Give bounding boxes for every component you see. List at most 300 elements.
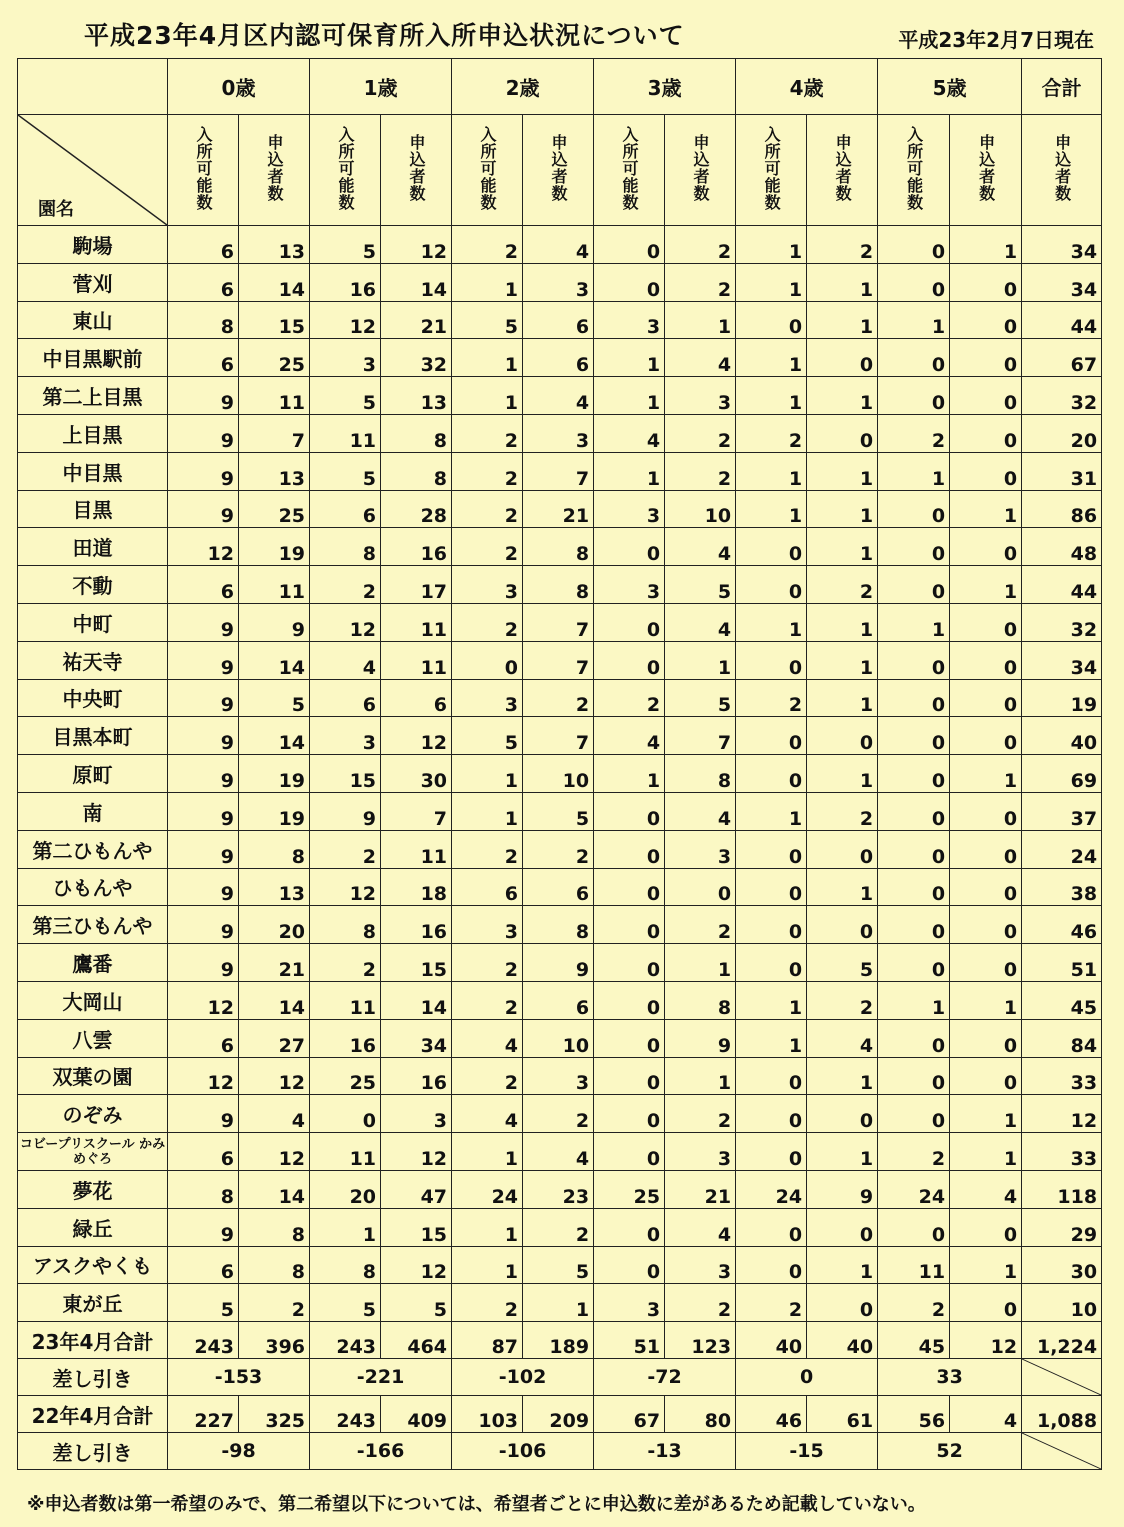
nursery-name: アスクやくも xyxy=(18,1246,168,1284)
capacity-cell: 0 xyxy=(594,1246,665,1284)
capacity-cell: 0 xyxy=(878,263,950,301)
total-cell: 37 xyxy=(1022,792,1102,830)
applicants-cell: 7 xyxy=(523,641,594,679)
capacity-cell: 12 xyxy=(310,868,381,906)
capacity-cell: 2 xyxy=(310,944,381,982)
applicants-cell: 10 xyxy=(665,490,736,528)
table-row xyxy=(18,603,1102,641)
applicants-subheader xyxy=(239,115,310,226)
applicants-cell: 16 xyxy=(381,906,452,944)
capacity-cell: 15 xyxy=(310,755,381,793)
applicants-cell: 7 xyxy=(523,452,594,490)
applicants-cell: 9 xyxy=(523,944,594,982)
applicants-cell: 2 xyxy=(239,1284,310,1322)
applicants-cell: 7 xyxy=(381,792,452,830)
capacity-cell: 0 xyxy=(736,906,807,944)
capacity-cell: 16 xyxy=(310,263,381,301)
capacity-cell: 2 xyxy=(452,981,523,1019)
capacity-cell: 9 xyxy=(168,944,239,982)
capacity-cell: 4 xyxy=(594,717,665,755)
table-row xyxy=(18,755,1102,793)
applicants-cell: 0 xyxy=(807,1284,878,1322)
total-cell: 44 xyxy=(1022,301,1102,339)
capacity-cell: 0 xyxy=(594,263,665,301)
applicants-cell: 2 xyxy=(665,1095,736,1133)
summary-label: 22年4月合計 xyxy=(18,1396,168,1433)
nursery-name: 第二ひもんや xyxy=(18,830,168,868)
capacity-cell: 5 xyxy=(310,377,381,415)
difference-label: 差し引き xyxy=(18,1359,168,1396)
table-row xyxy=(18,452,1102,490)
capacity-cell: 3 xyxy=(452,679,523,717)
summary-cell: 396 xyxy=(239,1322,310,1359)
total-cell: 69 xyxy=(1022,755,1102,793)
applicants-cell: 8 xyxy=(381,452,452,490)
capacity-cell: 9 xyxy=(168,830,239,868)
applicants-cell: 9 xyxy=(665,1019,736,1057)
capacity-cell: 5 xyxy=(452,717,523,755)
applicants-cell: 2 xyxy=(665,263,736,301)
total-cell: 84 xyxy=(1022,1019,1102,1057)
capacity-cell: 24 xyxy=(452,1170,523,1208)
capacity-cell: 9 xyxy=(168,868,239,906)
applicants-cell: 0 xyxy=(950,301,1022,339)
applicants-cell: 1 xyxy=(950,490,1022,528)
capacity-cell: 6 xyxy=(168,1246,239,1284)
applicants-cell: 2 xyxy=(665,906,736,944)
capacity-cell: 1 xyxy=(594,377,665,415)
total-cell: 24 xyxy=(1022,830,1102,868)
applicants-cell: 16 xyxy=(381,528,452,566)
applicants-cell: 5 xyxy=(381,1284,452,1322)
applicants-cell: 16 xyxy=(381,1057,452,1095)
capacity-cell: 0 xyxy=(878,566,950,604)
age-header-row xyxy=(18,59,1102,115)
applicants-cell: 3 xyxy=(665,830,736,868)
total-cell: 34 xyxy=(1022,263,1102,301)
capacity-cell: 12 xyxy=(168,981,239,1019)
capacity-cell: 2 xyxy=(452,603,523,641)
applicants-cell: 0 xyxy=(950,414,1022,452)
capacity-cell: 0 xyxy=(594,603,665,641)
capacity-cell: 16 xyxy=(310,1019,381,1057)
applicants-cell: 1 xyxy=(523,1284,594,1322)
applicants-cell: 10 xyxy=(523,755,594,793)
capacity-cell: 8 xyxy=(310,528,381,566)
applicants-cell: 1 xyxy=(807,679,878,717)
capacity-cell: 1 xyxy=(736,792,807,830)
applicants-cell: 14 xyxy=(381,263,452,301)
applicants-cell: 1 xyxy=(950,1133,1022,1171)
applicants-cell: 11 xyxy=(381,830,452,868)
applicants-cell: 14 xyxy=(239,981,310,1019)
total-cell: 20 xyxy=(1022,414,1102,452)
applicants-cell: 1 xyxy=(807,452,878,490)
total-cell: 12 xyxy=(1022,1095,1102,1133)
applicants-cell: 0 xyxy=(807,717,878,755)
nursery-name: 八雲 xyxy=(18,1019,168,1057)
capacity-subheader xyxy=(594,115,665,226)
capacity-cell: 1 xyxy=(878,452,950,490)
applicants-cell: 7 xyxy=(523,717,594,755)
summary-cell: 409 xyxy=(381,1396,452,1433)
table-row xyxy=(18,1208,1102,1246)
applicants-cell: 0 xyxy=(807,906,878,944)
table-row xyxy=(18,377,1102,415)
applicants-cell: 1 xyxy=(807,755,878,793)
capacity-cell: 6 xyxy=(168,339,239,377)
applicants-cell: 4 xyxy=(665,1208,736,1246)
applicants-cell: 8 xyxy=(239,1246,310,1284)
summary-cell: 325 xyxy=(239,1396,310,1433)
applicants-subheader xyxy=(807,115,878,226)
applicants-cell: 18 xyxy=(381,868,452,906)
capacity-cell: 2 xyxy=(452,452,523,490)
applicants-cell: 1 xyxy=(950,226,1022,264)
capacity-cell: 11 xyxy=(310,1133,381,1171)
capacity-cell: 0 xyxy=(736,566,807,604)
applicants-cell: 2 xyxy=(665,414,736,452)
table-row xyxy=(18,566,1102,604)
capacity-cell: 11 xyxy=(310,414,381,452)
capacity-cell: 9 xyxy=(310,792,381,830)
capacity-cell: 0 xyxy=(594,528,665,566)
applicants-cell: 4 xyxy=(665,339,736,377)
capacity-cell: 9 xyxy=(168,906,239,944)
applicants-cell: 5 xyxy=(665,566,736,604)
summary-cell: 46 xyxy=(736,1396,807,1433)
capacity-subheader xyxy=(168,115,239,226)
corner-cell xyxy=(18,115,168,226)
capacity-cell: 20 xyxy=(310,1170,381,1208)
applicants-subheader xyxy=(665,115,736,226)
capacity-cell: 1 xyxy=(878,301,950,339)
table-row xyxy=(18,301,1102,339)
capacity-cell: 0 xyxy=(594,906,665,944)
applicants-cell: 0 xyxy=(950,679,1022,717)
table-row xyxy=(18,339,1102,377)
capacity-cell: 0 xyxy=(594,1057,665,1095)
applicants-cell: 25 xyxy=(239,490,310,528)
total-cell: 32 xyxy=(1022,603,1102,641)
capacity-cell: 0 xyxy=(736,1246,807,1284)
applicants-cell: 2 xyxy=(523,830,594,868)
applicants-cell: 1 xyxy=(807,1246,878,1284)
capacity-cell: 5 xyxy=(310,1284,381,1322)
nursery-name: 目黒 xyxy=(18,490,168,528)
nursery-name: 田道 xyxy=(18,528,168,566)
nursery-name: 中目黒駅前 xyxy=(18,339,168,377)
subheader-label: 入所可能数 xyxy=(620,125,640,211)
capacity-cell: 0 xyxy=(594,1208,665,1246)
capacity-cell: 6 xyxy=(168,566,239,604)
applicants-cell: 21 xyxy=(665,1170,736,1208)
total-cell: 32 xyxy=(1022,377,1102,415)
summary-cell: 243 xyxy=(310,1322,381,1359)
summary-cell: 12 xyxy=(950,1322,1022,1359)
applicants-cell: 0 xyxy=(950,1019,1022,1057)
sub-header-row xyxy=(18,115,1102,226)
applicants-cell: 0 xyxy=(950,528,1022,566)
table-row xyxy=(18,830,1102,868)
capacity-cell: 11 xyxy=(310,981,381,1019)
applicants-cell: 0 xyxy=(950,452,1022,490)
applicants-cell: 4 xyxy=(665,528,736,566)
applicants-cell: 4 xyxy=(523,377,594,415)
capacity-cell: 3 xyxy=(594,1284,665,1322)
applicants-cell: 1 xyxy=(950,1246,1022,1284)
nursery-name: 原町 xyxy=(18,755,168,793)
total-cell: 34 xyxy=(1022,226,1102,264)
applicants-cell: 8 xyxy=(523,528,594,566)
total-cell: 118 xyxy=(1022,1170,1102,1208)
capacity-cell: 1 xyxy=(736,490,807,528)
capacity-cell: 2 xyxy=(736,679,807,717)
capacity-cell: 0 xyxy=(878,339,950,377)
capacity-cell: 0 xyxy=(736,944,807,982)
subheader-label: 申込者数 xyxy=(691,134,711,202)
subheader-label: 申込者数 xyxy=(549,134,569,202)
nursery-name: 東山 xyxy=(18,301,168,339)
applicants-cell: 12 xyxy=(381,1246,452,1284)
capacity-cell: 3 xyxy=(452,906,523,944)
applicants-cell: 4 xyxy=(239,1095,310,1133)
capacity-cell: 0 xyxy=(878,377,950,415)
applicants-cell: 1 xyxy=(950,981,1022,1019)
capacity-cell: 1 xyxy=(878,603,950,641)
applicants-cell: 7 xyxy=(665,717,736,755)
summary-cell: 189 xyxy=(523,1322,594,1359)
capacity-cell: 3 xyxy=(594,301,665,339)
applicants-cell: 4 xyxy=(523,1133,594,1171)
capacity-cell: 0 xyxy=(594,792,665,830)
capacity-cell: 0 xyxy=(736,641,807,679)
capacity-cell: 1 xyxy=(736,981,807,1019)
total-cell: 86 xyxy=(1022,490,1102,528)
applicants-cell: 5 xyxy=(665,679,736,717)
applicants-cell: 1 xyxy=(665,641,736,679)
summary-cell: 4 xyxy=(950,1396,1022,1433)
capacity-cell: 0 xyxy=(594,1095,665,1133)
table-row xyxy=(18,263,1102,301)
subheader-label: 申込者数 xyxy=(1052,134,1072,202)
capacity-cell: 0 xyxy=(736,830,807,868)
difference-cell: -102 xyxy=(452,1359,594,1396)
total-cell: 45 xyxy=(1022,981,1102,1019)
applicants-cell: 1 xyxy=(807,528,878,566)
table-row xyxy=(18,528,1102,566)
applicants-subheader xyxy=(523,115,594,226)
capacity-cell: 0 xyxy=(594,944,665,982)
table-row xyxy=(18,1057,1102,1095)
capacity-cell: 2 xyxy=(594,679,665,717)
capacity-subheader xyxy=(736,115,807,226)
applicants-cell: 0 xyxy=(950,830,1022,868)
capacity-cell: 8 xyxy=(310,906,381,944)
summary-cell: 40 xyxy=(736,1322,807,1359)
capacity-cell: 0 xyxy=(736,755,807,793)
capacity-cell: 24 xyxy=(736,1170,807,1208)
capacity-cell: 9 xyxy=(168,603,239,641)
nursery-name: 中町 xyxy=(18,603,168,641)
capacity-cell: 9 xyxy=(168,377,239,415)
applicants-cell: 11 xyxy=(239,566,310,604)
capacity-cell: 8 xyxy=(168,301,239,339)
capacity-cell: 0 xyxy=(878,226,950,264)
capacity-cell: 9 xyxy=(168,490,239,528)
capacity-cell: 0 xyxy=(878,1095,950,1133)
applicants-cell: 13 xyxy=(239,226,310,264)
applicants-cell: 1 xyxy=(665,1057,736,1095)
applicants-cell: 7 xyxy=(239,414,310,452)
nursery-name: 第二上目黒 xyxy=(18,377,168,415)
table-row xyxy=(18,981,1102,1019)
applicants-cell: 1 xyxy=(807,868,878,906)
capacity-cell: 5 xyxy=(310,452,381,490)
applicants-cell: 2 xyxy=(665,226,736,264)
applicants-cell: 1 xyxy=(807,1057,878,1095)
capacity-cell: 2 xyxy=(452,944,523,982)
table-row xyxy=(18,868,1102,906)
applicants-cell: 23 xyxy=(523,1170,594,1208)
capacity-cell: 1 xyxy=(594,339,665,377)
capacity-cell: 3 xyxy=(594,566,665,604)
applicants-cell: 0 xyxy=(950,792,1022,830)
applicants-cell: 5 xyxy=(239,679,310,717)
applicants-cell: 6 xyxy=(381,679,452,717)
capacity-cell: 0 xyxy=(736,717,807,755)
capacity-cell: 3 xyxy=(310,339,381,377)
applicants-cell: 2 xyxy=(807,981,878,1019)
capacity-cell: 6 xyxy=(168,1133,239,1171)
difference-cell: -153 xyxy=(168,1359,310,1396)
nursery-name: 双葉の園 xyxy=(18,1057,168,1095)
applicants-cell: 15 xyxy=(381,1208,452,1246)
capacity-cell: 2 xyxy=(310,566,381,604)
capacity-cell: 8 xyxy=(168,1170,239,1208)
nursery-name: 不動 xyxy=(18,566,168,604)
capacity-cell: 3 xyxy=(594,490,665,528)
capacity-cell: 9 xyxy=(168,641,239,679)
table-row xyxy=(18,1284,1102,1322)
difference-cell: -15 xyxy=(736,1433,878,1470)
nursery-name: 第三ひもんや xyxy=(18,906,168,944)
applicants-cell: 1 xyxy=(807,301,878,339)
capacity-cell: 3 xyxy=(310,717,381,755)
total-cell: 30 xyxy=(1022,1246,1102,1284)
applicants-cell: 6 xyxy=(523,339,594,377)
applicants-cell: 15 xyxy=(381,944,452,982)
capacity-cell: 0 xyxy=(594,830,665,868)
capacity-cell: 2 xyxy=(878,414,950,452)
applicants-cell: 0 xyxy=(950,868,1022,906)
page-title: 平成23年4月区内認可保育所入所申込状況について xyxy=(84,21,685,50)
capacity-cell: 0 xyxy=(878,1208,950,1246)
capacity-cell: 2 xyxy=(878,1284,950,1322)
applicants-cell: 2 xyxy=(807,792,878,830)
table-row xyxy=(18,1246,1102,1284)
applicants-cell: 12 xyxy=(239,1057,310,1095)
applicants-cell: 0 xyxy=(950,717,1022,755)
nursery-name: ひもんや xyxy=(18,868,168,906)
applicants-cell: 0 xyxy=(950,906,1022,944)
capacity-cell: 2 xyxy=(736,414,807,452)
capacity-cell: 25 xyxy=(594,1170,665,1208)
applicants-cell: 2 xyxy=(523,1208,594,1246)
total-cell: 38 xyxy=(1022,868,1102,906)
applicants-cell: 34 xyxy=(381,1019,452,1057)
nursery-name: 緑丘 xyxy=(18,1208,168,1246)
capacity-cell: 0 xyxy=(452,641,523,679)
capacity-cell: 0 xyxy=(878,830,950,868)
applicants-cell: 2 xyxy=(523,679,594,717)
capacity-cell: 9 xyxy=(168,1208,239,1246)
capacity-cell: 0 xyxy=(878,792,950,830)
nursery-name: 夢花 xyxy=(18,1170,168,1208)
table-row xyxy=(18,679,1102,717)
capacity-cell: 1 xyxy=(452,755,523,793)
total-cell: 67 xyxy=(1022,339,1102,377)
capacity-cell: 1 xyxy=(452,1133,523,1171)
applicants-cell: 0 xyxy=(950,603,1022,641)
applicants-cell: 2 xyxy=(665,452,736,490)
corner-label: 園名 xyxy=(38,199,74,220)
total-header: 合計 xyxy=(1022,59,1102,115)
summary-total-cell: 1,088 xyxy=(1022,1396,1102,1433)
summary-cell: 45 xyxy=(878,1322,950,1359)
applicants-cell: 5 xyxy=(523,792,594,830)
difference-cell: -98 xyxy=(168,1433,310,1470)
applicants-cell: 8 xyxy=(239,830,310,868)
applicants-cell: 20 xyxy=(239,906,310,944)
applicants-cell: 1 xyxy=(807,641,878,679)
applicants-cell: 47 xyxy=(381,1170,452,1208)
applicants-subheader xyxy=(381,115,452,226)
capacity-cell: 2 xyxy=(878,1133,950,1171)
capacity-cell: 11 xyxy=(878,1246,950,1284)
capacity-subheader xyxy=(310,115,381,226)
capacity-cell: 2 xyxy=(452,830,523,868)
applicants-cell: 0 xyxy=(807,414,878,452)
capacity-cell: 1 xyxy=(452,377,523,415)
applicants-cell: 4 xyxy=(950,1170,1022,1208)
summary-cell: 40 xyxy=(807,1322,878,1359)
capacity-cell: 9 xyxy=(168,679,239,717)
capacity-cell: 4 xyxy=(452,1095,523,1133)
subheader-label: 申込者数 xyxy=(407,134,427,202)
age-header: 2歳 xyxy=(452,59,594,115)
applicants-cell: 3 xyxy=(665,1133,736,1171)
applicants-cell: 0 xyxy=(807,339,878,377)
total-cell: 19 xyxy=(1022,679,1102,717)
applicants-cell: 1 xyxy=(807,603,878,641)
summary-label: 23年4月合計 xyxy=(18,1322,168,1359)
total-row-h23 xyxy=(18,1322,1102,1359)
applicants-cell: 3 xyxy=(523,414,594,452)
capacity-cell: 6 xyxy=(168,263,239,301)
applicants-cell: 8 xyxy=(665,755,736,793)
subheader-label: 入所可能数 xyxy=(904,125,924,211)
table-row xyxy=(18,1170,1102,1208)
capacity-subheader xyxy=(452,115,523,226)
capacity-cell: 1 xyxy=(736,377,807,415)
difference-label: 差し引き xyxy=(18,1433,168,1470)
applicants-cell: 13 xyxy=(239,868,310,906)
capacity-cell: 1 xyxy=(736,1019,807,1057)
total-cell: 29 xyxy=(1022,1208,1102,1246)
applicants-cell: 8 xyxy=(381,414,452,452)
capacity-cell: 4 xyxy=(452,1019,523,1057)
